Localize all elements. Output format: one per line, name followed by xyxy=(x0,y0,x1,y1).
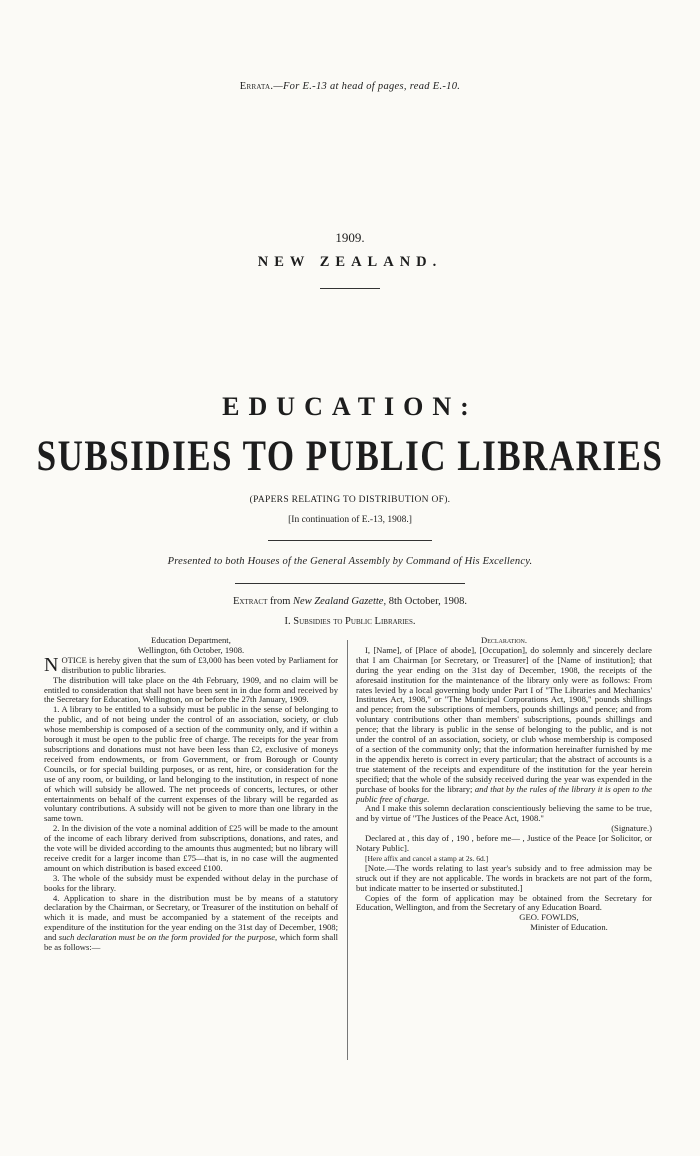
presented-statement: Presented to both Houses of the General Assembly by Command of His Excellency. xyxy=(167,556,533,567)
country-heading: NEW ZEALAND. xyxy=(257,254,443,270)
column-divider xyxy=(347,640,348,1060)
errata-text: —For E.-13 at head of pages, read E.-10. xyxy=(273,81,461,92)
extract-from: from xyxy=(270,596,291,607)
notice-paragraph xyxy=(44,653,338,676)
notice-column xyxy=(44,636,338,953)
signature-label: (Signature.) xyxy=(611,823,652,834)
declaration-heading: Declaration. xyxy=(480,635,528,645)
solemn-declaration: And I make this solemn declaration conscientiously believing the same to be true, and by virtue of "The Justices of the Peace Act, 1908." xyxy=(356,803,652,824)
declaration-paragraph xyxy=(356,646,652,805)
section-heading: I. Subsidies to Public Libraries. xyxy=(284,616,416,627)
distribution-paragraph: The distribution will take place on the 4th February, 1909, and no claim will be entitled to consideration that shall not have been sent in in due form and received by the Secretary for Education, Wellington, on or before the 27th January, 1909. xyxy=(44,674,338,705)
rule-2-paragraph: 2. In the division of the vote a nominal addition of £25 will be made to the amount of the income of each library derived from subscriptions, donations, and rates, and the vote will be divided according to the amounts thus augmented; but no library will receive credit for a larger income than £75—that is, in no case will the augmented amount on which distribution is based exceed £100. xyxy=(44,823,338,873)
rule-3-paragraph: 3. The whole of the subsidy must be expended without delay in the purchase of books for the library. xyxy=(44,872,338,893)
rule-4-paragraph xyxy=(44,894,338,953)
drop-cap: N xyxy=(44,653,59,676)
document-subtitle: (PAPERS RELATING TO DISTRIBUTION OF). xyxy=(249,495,451,505)
form-note: [Note.—The words relating to last year's subsidy and to free admission may be struck out if they are not applicable. The words in brackets are not part of the form, but indicate matter to be inserted or substituted.] xyxy=(356,862,652,893)
declaration-column xyxy=(356,636,652,933)
rule-4-end: which form shall be as follows:— xyxy=(44,932,338,953)
divider-rule xyxy=(235,583,465,584)
document-title-line1: EDUCATION: xyxy=(222,392,478,421)
errata-note xyxy=(0,81,700,92)
office-name: Education Department, xyxy=(151,635,231,645)
signer-name: GEO. FOWLDS, xyxy=(519,912,579,923)
signer-title: Minister of Education. xyxy=(530,922,608,933)
rule-1-paragraph: 1. A library to be entitled to a subsidy must be public in the sense of belonging to the public, and of not being under the control of an association, society, or club whose membership is composed of a section of the community only, and if within a borough it must be open to the public free of charge. The receipts for the year from subscriptions and donations must not have been less than £2, exclusive of moneys received from endowments, or from Government, or from Borough or County Councils, or for special building purposes, or as rent, hire, or consideration for the use of any room, or building, or land belonging to the institution, in respect of none of which will subsidy be allowed. The net proceeds of concerts, lectures, or other entertainments on behalf of the current expenses of the library will be regarded as voluntary contributions. A subsidy will not be given to more than one library in the same town. xyxy=(44,704,338,824)
rule-4-italic: such declaration must be on the form provided for the purpose, xyxy=(58,932,278,943)
rule-4-text: 4. Application to share in the distribution must be by means of a statutory declaration by the Chairman, or Secretary, or Treasurer of the institution on behalf of which it is made, and must be accompanied by a statement of the receipts and expenditure of the institution for the year ending on the 31st day of December, 1908; and xyxy=(44,892,338,943)
gazette-extract-line xyxy=(0,596,700,607)
declared-line: Declared at , this day of , 190 , before me— , Justice of the Peace [or Solicitor, or Notary Public]. xyxy=(356,833,652,854)
copies-paragraph: Copies of the form of application may be obtained from the Secretary for Education, Wellington, and from the Secretary of any Education Board. xyxy=(356,892,652,913)
extract-label: Extract xyxy=(232,596,268,607)
divider-rule xyxy=(268,540,432,541)
gazette-date: 8th October, 1908. xyxy=(388,596,468,607)
publication-year: 1909. xyxy=(335,230,365,245)
gazette-name: New Zealand Gazette, xyxy=(293,596,387,607)
notice-text: OTICE is hereby given that the sum of £3,000 has been voted by Parliament for distribution to public libraries. xyxy=(61,654,338,675)
document-title-line2: SUBSIDIES TO PUBLIC LIBRARIES xyxy=(36,431,664,480)
continuation-note: [In continuation of E.-13, 1908.] xyxy=(288,515,412,525)
declaration-italic: and that by the rules of the library it is open to the public free of charge. xyxy=(356,783,652,804)
office-date: Wellington, 6th October, 1908. xyxy=(137,644,245,655)
errata-label: Errata. xyxy=(239,81,274,92)
declaration-text: I, [Name], of [Place of abode], [Occupation], do solemnly and sincerely declare that I am Chairman [or Secretary, or Treasurer] of the [Name of institution]; that during the year ending on the 31st day of December, 1908, the receipts of the aforesaid institution for the maintenance of the library only were as follows: From rates levied by a local governing body under Part I of "The Libraries and Mechanics' Institutes Act, 1908," or "The Municipal Corporations Act, 1908," pounds shillings and pence; from the subscriptions of members, pounds shillings and pence; and from voluntary contributions other than members' subscriptions, pounds shillings and pence; that the library is public in the sense of belonging to the public, and is not under the control of an association, society, or club whose membership is composed of a section of the community only; that the information hereinafter furnished by me in the appendix hereto is correct in every particular; that the abstract of accounts is a true statement of the receipts and expenditure of the institution for the year herein specified; that the whole of the subsidy received during the year was expended in the purchase of books for the library; xyxy=(356,644,652,794)
stamp-note: [Here affix and cancel a stamp at 2s. 6d.] xyxy=(365,853,489,863)
divider-rule xyxy=(320,288,380,289)
